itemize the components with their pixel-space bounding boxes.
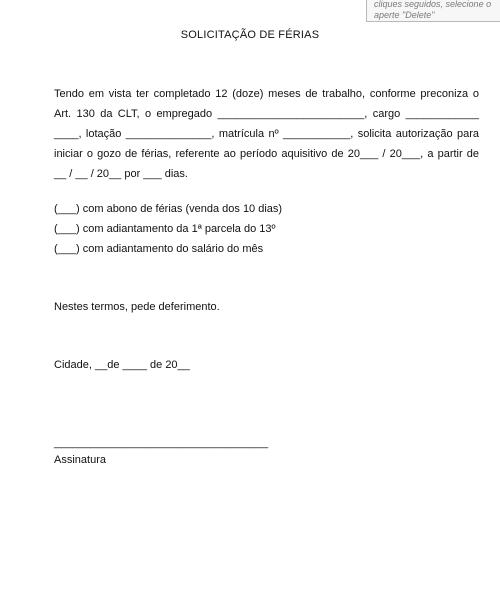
paragraph-line-4: iniciar o gozo de férias, referente ao período aquisitivo de 20___ / 20___, a partir de: [54, 148, 479, 160]
option-adiantamento-13: (___) com adiantamento da 1ª parcela do 13º: [54, 223, 276, 235]
city-date-text: Cidade, __de ____ de 20__: [54, 359, 190, 371]
city-date: [54, 355, 479, 375]
instruction-note-box: [366, 0, 500, 22]
paragraph-line-3: ____, lotação ______________, matrícula nº ___________, solicita autorização para: [54, 128, 479, 140]
signature-label: Assinatura: [54, 454, 106, 466]
document-title: SOLICITAÇÃO DE FÉRIAS: [180, 29, 320, 41]
option-abono-ferias: (___) com abono de férias (venda dos 10 dias): [54, 203, 283, 215]
instruction-note-line-2: aperte "Delete": [374, 10, 435, 20]
paragraph-line-5: __ / __ / 20__ por ___ dias.: [54, 168, 188, 180]
closing-text: Nestes termos, pede deferimento.: [54, 301, 220, 313]
option-adiantamento-salario: (___) com adiantamento do salário do mês: [54, 243, 264, 255]
signature-block: [54, 435, 479, 469]
request-paragraph: [54, 84, 479, 184]
signature-line: ___________________________________: [54, 437, 269, 449]
instruction-note-line-1: cliques seguidos, selecione o: [374, 0, 492, 9]
paragraph-line-2: Art. 130 da CLT, o empregado ________________________, cargo ____________: [54, 108, 479, 120]
options-list: [54, 199, 479, 259]
closing-statement: [54, 297, 479, 317]
paragraph-line-1: Tendo em vista ter completado 12 (doze) meses de trabalho, conforme preconiza o: [54, 88, 479, 100]
